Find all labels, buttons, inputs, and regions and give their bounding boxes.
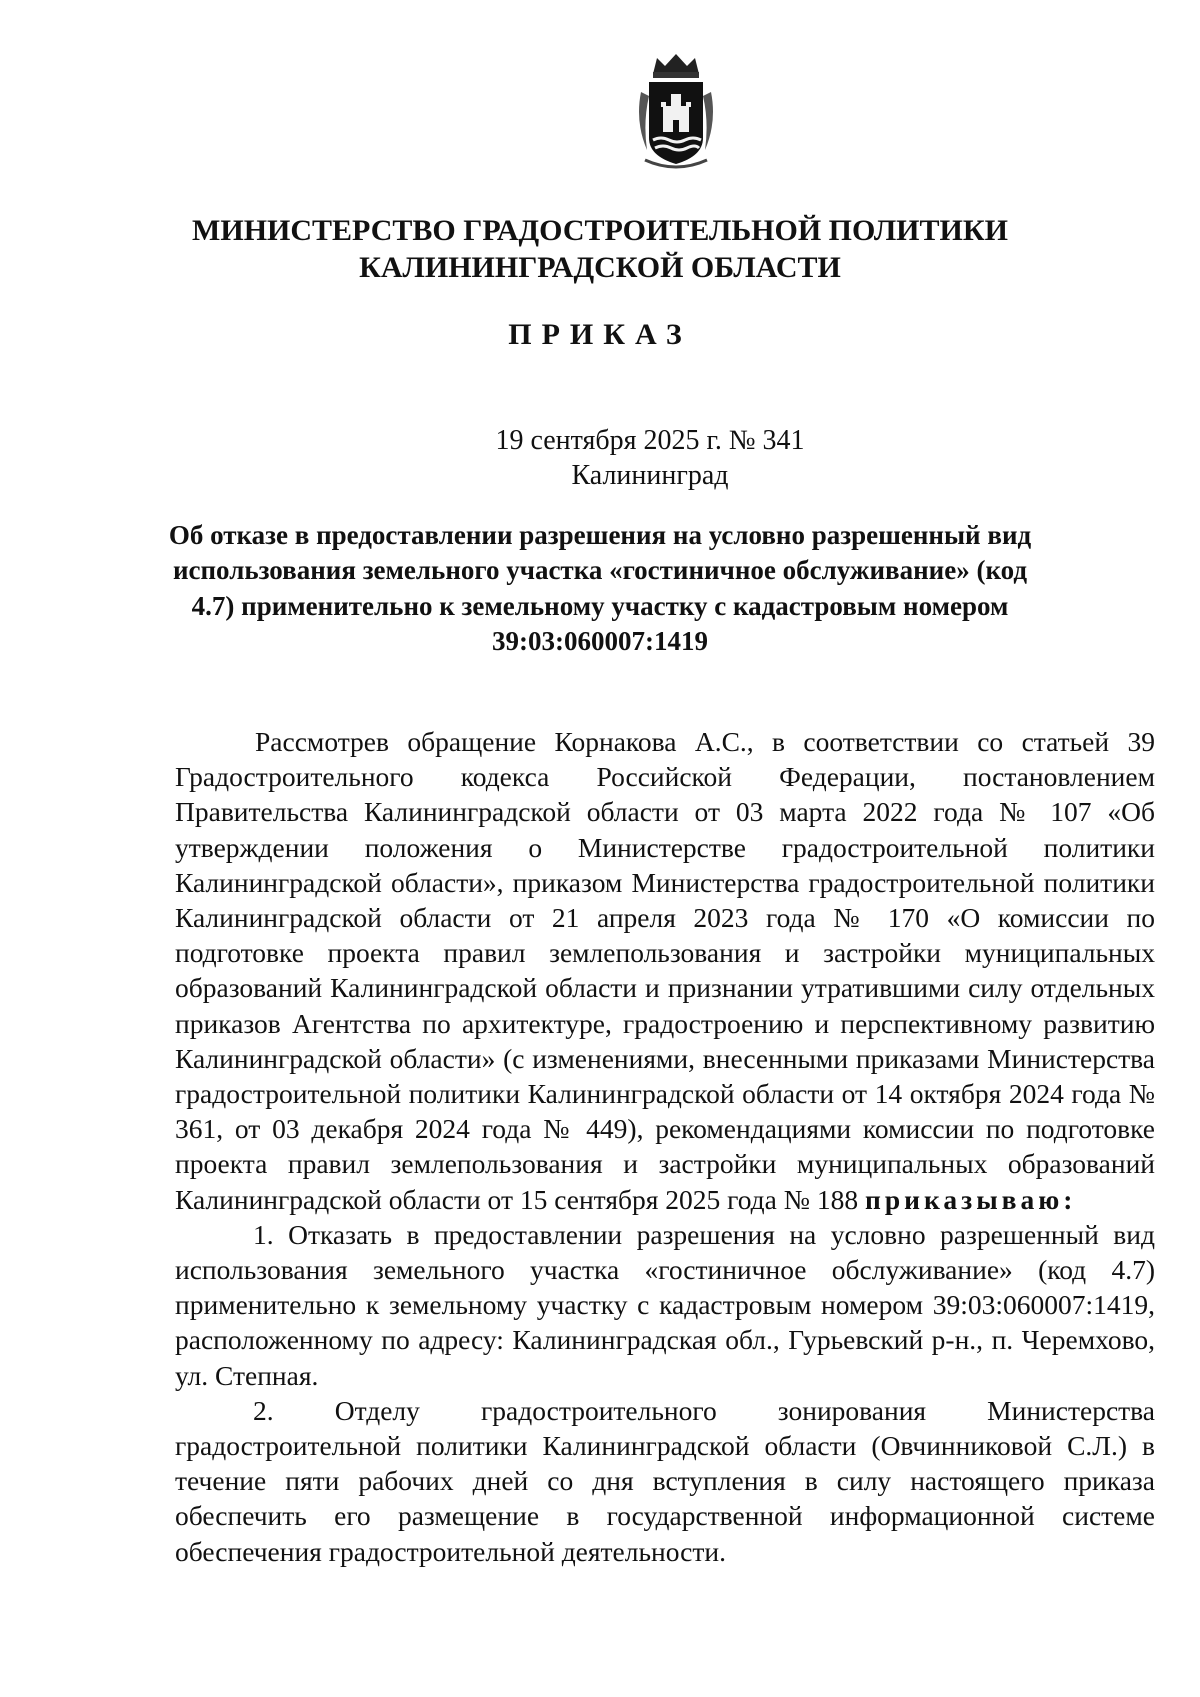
order-item-1: 1. Отказать в предоставлении разрешения на условно разрешенный вид использования земельного участка «гостиничное обслуживание» (код 4.7) применительно к земельному участку с кадастровым номером 39:03:060007:1419, расположенному по адресу: Калининградская обл., Гурьевский р-н., п. Черемхово, ул. Степная. [175,1218,1155,1391]
document-type: ПРИКАЗ [508,318,692,351]
date-and-place [460,423,840,493]
preamble-text: Рассмотрев обращение Корнакова А.С., в соответствии со статьей 39 Градостроительного кодекса Российской Федерации, постановлением Правительства Калининградской области от 03 марта 2022 года № 107 «Об утверждении положения о Министерстве градостроительной политики Калининградской области», приказом Министерства градостроительной политики Калининградской области от 21 апреля 2023 года № 170 «О комиссии по подготовке проекта правил землепользования и застройки муниципальных образований Калининградской области и признании утратившими силу отдельных приказов Агентства по архитектуре, градостроению и перспективному развитию Калининградской области» (с изменениями, внесенными приказами Министерства градостроительной политики Калининградской области от 14 октября 2024 года № 361, от 03 декабря 2024 года № 449), рекомендациями комиссии по подготовке проекта правил землепользования и застройки муниципальных образований Калининградской области от 15 сентября 2025 года № 188 [175,726,1155,1215]
order-item-2: 2. Отделу градостроительного зонирования Министерства градостроительной политики Калининградской области (Овчинниковой С.Л.) в течение пяти рабочих дней со дня вступления в силу настоящего приказа обеспечить его размещение в государственной информационной системе обеспечения градостроительной деятельности. [175,1394,1155,1567]
order-subject: Об отказе в предоставлении разрешения на условно разрешенный вид использования земельного участка «гостиничное обслуживание» (код 4.7) применительно к земельному участку с кадастровым номером 39:03:060007:1419 [168,520,1032,656]
coat-of-arms-icon [633,52,719,176]
preamble-paragraph [175,724,1155,1217]
ministry-title [150,212,1050,286]
ministry-title-line1: МИНИСТЕРСТВО ГРАДОСТРОИТЕЛЬНОЙ ПОЛИТИКИ [192,214,1008,247]
command-word: приказываю: [864,1183,1077,1215]
order-body [175,724,1155,1569]
date-number: 19 сентября 2025 г. № 341 [495,425,805,456]
ministry-title-line2: КАЛИНИНГРАДСКОЙ ОБЛАСТИ [359,251,841,284]
city: Калининград [571,460,729,491]
